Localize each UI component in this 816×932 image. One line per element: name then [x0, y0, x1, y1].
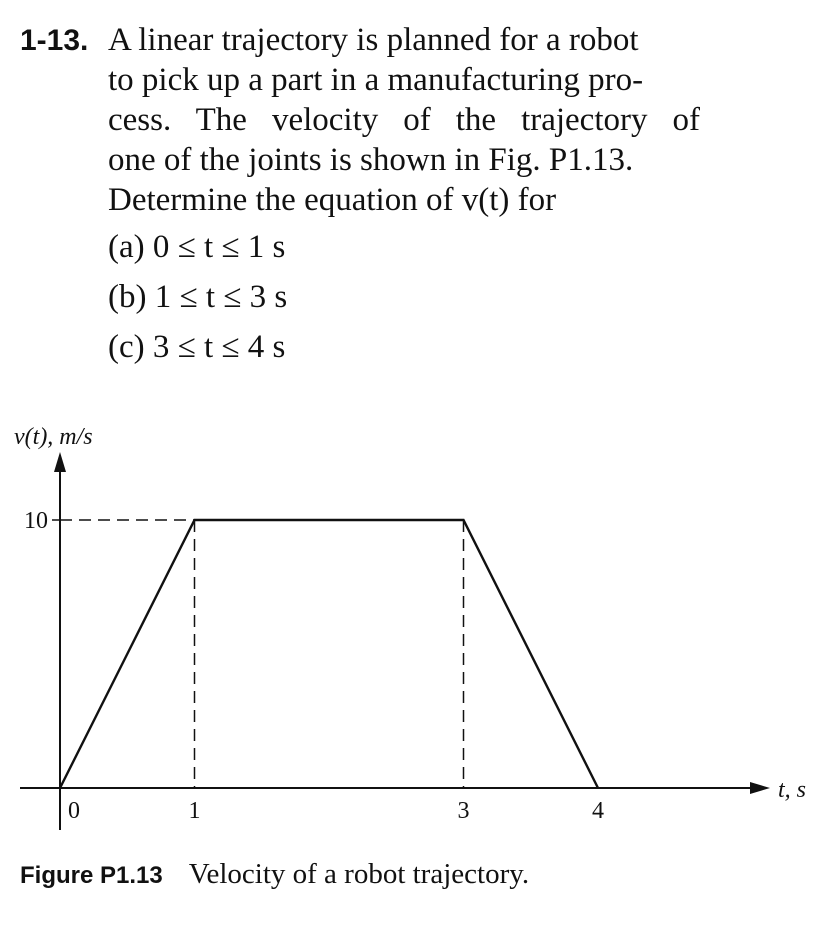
part-range: 3 ≤ t ≤ 4 s [152, 329, 286, 365]
y-axis-label: v(t), m/s [14, 424, 93, 450]
part-range: 0 ≤ t ≤ 1 s [152, 229, 286, 265]
part-range: 1 ≤ t ≤ 3 s [154, 279, 288, 315]
velocity-series-line [60, 520, 598, 788]
figure-label: Figure P1.13 [20, 862, 163, 889]
figure-caption-text: Velocity of a robot trajectory. [188, 858, 530, 890]
x-axis-arrowhead [750, 782, 770, 794]
part-label: (a) [108, 229, 145, 265]
x-tick-label: 4 [592, 798, 604, 824]
problem-line: cess. The velocity of the trajectory of [108, 102, 700, 138]
x-tick-label: 3 [457, 798, 470, 824]
part-label: (c) [108, 329, 145, 365]
y-axis-arrowhead [54, 452, 66, 472]
x-tick-label: 0 [68, 798, 80, 824]
problem-number: 1-13. [20, 24, 89, 57]
problem-line: one of the joints is shown in Fig. P1.13. [108, 142, 634, 178]
y-tick-label: 10 [24, 508, 48, 534]
problem-line: to pick up a part in a manufacturing pro- [108, 62, 644, 98]
problem-line: A linear trajectory is planned for a robot [108, 22, 639, 58]
problem-line: Determine the equation of v(t) for [108, 182, 557, 218]
x-tick-label: 1 [188, 798, 201, 824]
figure-caption [20, 858, 529, 891]
x-axis-label: t, s [778, 777, 807, 803]
part-label: (b) [108, 279, 147, 315]
